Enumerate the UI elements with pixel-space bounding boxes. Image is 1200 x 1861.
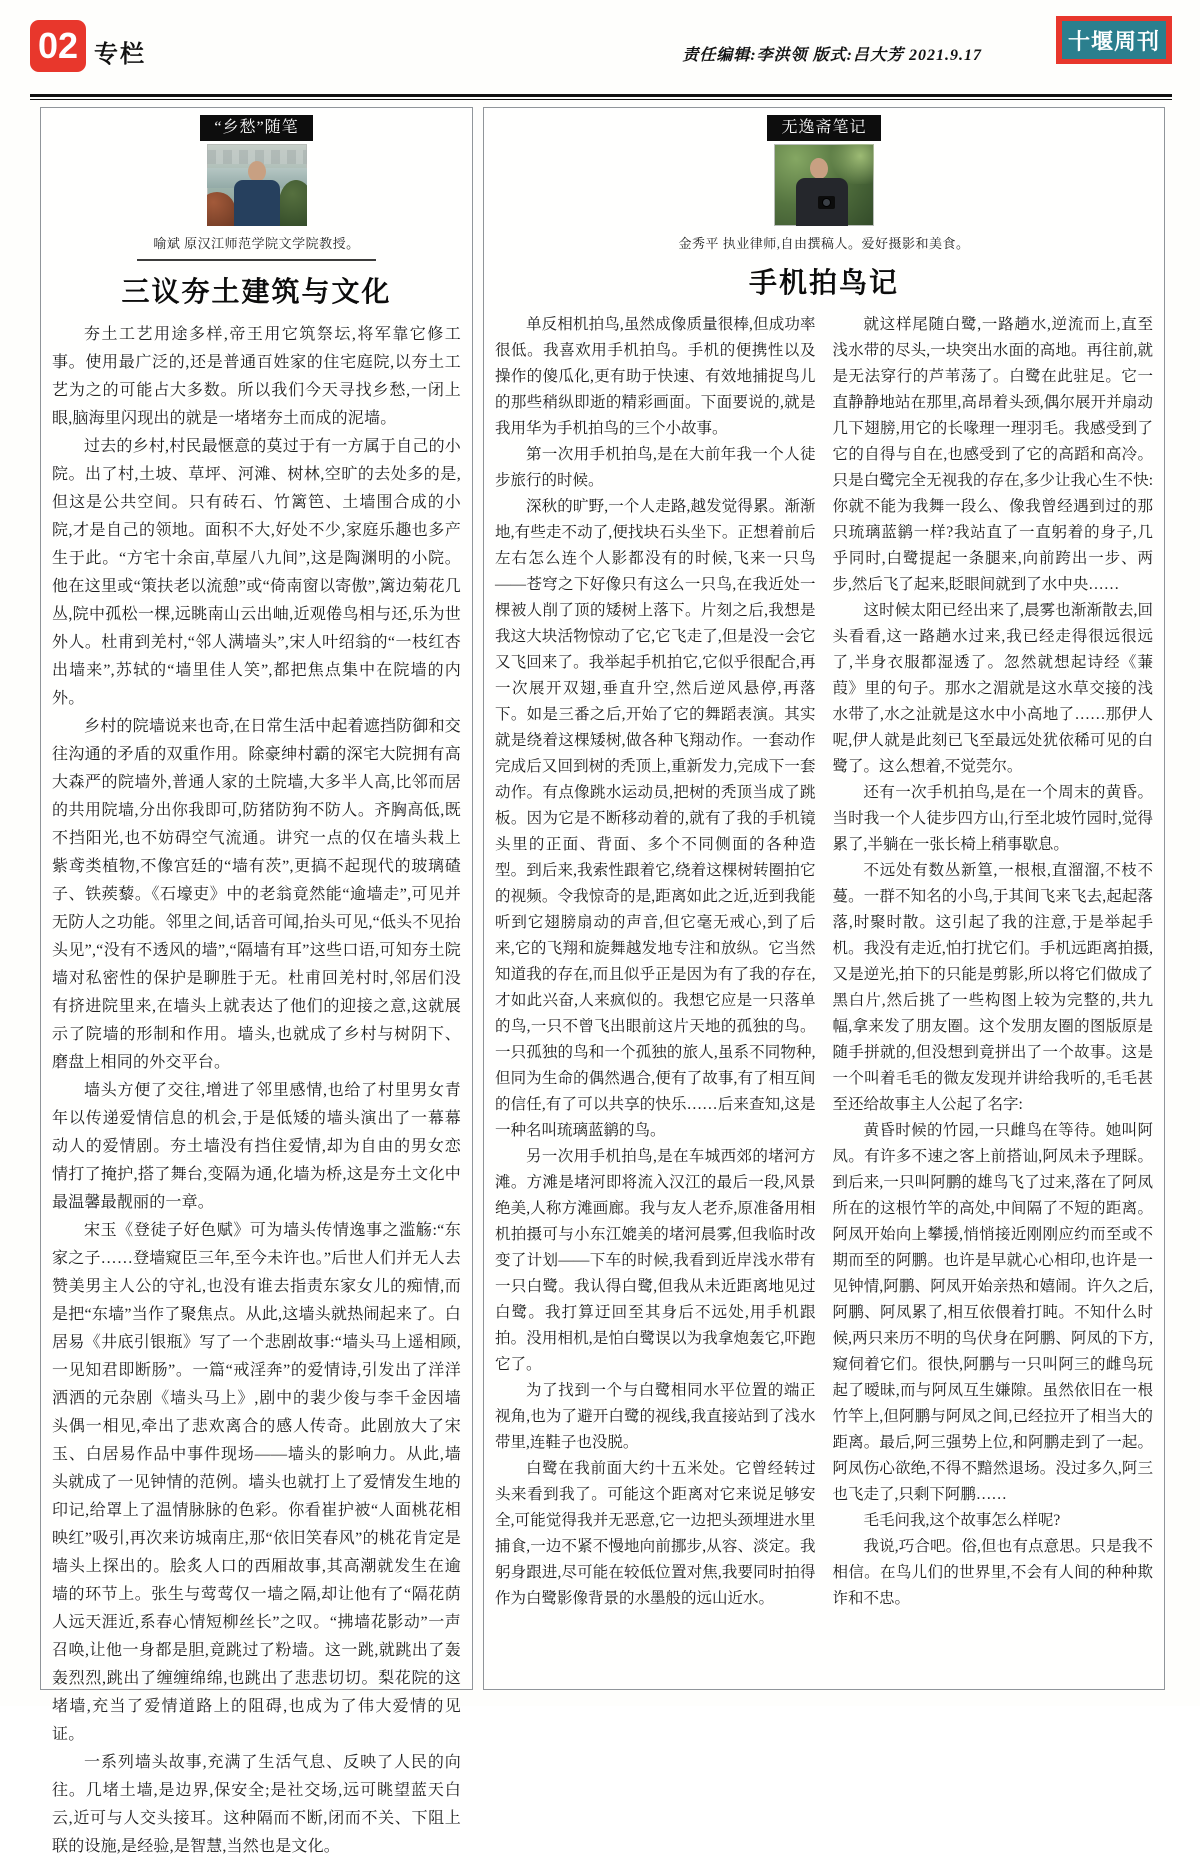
left-author-byline: 喻斌 原汉江师范学院文学院教授。 — [137, 233, 375, 261]
left-article-title: 三议夯土建筑与文化 — [121, 277, 392, 308]
section-title: 专栏 — [94, 41, 146, 68]
paragraph: 过去的乡村,村民最惬意的莫过于有一方属于自己的小院。出了村,土坡、草坪、河滩、树林,空旷的去处多的是,但这是公共空间。只有砖石、竹篱笆、土墙围合成的小院,才是自己的领地。面积不大,好处不少,家庭乐趣也多产生于此。“方宅十余亩,草屋八九间”,这是陶渊明的小院。他在这里或“策扶老以流憩”或“倚南窗以寄傲”,篱边菊花几丛,院中孤松一棵,远眺南山云出岫,近观倦鸟相与还,乐为世外人。杜甫到羌村,“邻人满墙头”,宋人叶绍翁的“一枝红杏出墙来”,苏轼的“墙里佳人笑”,都把焦点集中在院墙的内外。 — [52, 438, 461, 707]
editor-info: 责任编辑:李洪领 版式:吕大芳 2021.9.17 — [682, 47, 982, 64]
paragraph: 第一次用手机拍鸟,是在大前年我一个人徒步旅行的时候。 — [495, 446, 816, 489]
photo-person-head — [809, 157, 829, 180]
paragraph: 毛毛问我,这个故事怎么样呢? — [863, 1512, 1061, 1529]
article-phone-birding — [483, 107, 1165, 1690]
paragraph: 另一次用手机拍鸟,是在车城西郊的堵河方滩。方滩是堵河即将流入汉江的最后一段,风景绝美,人称方滩画廊。我与友人老乔,原准备用相机拍摄可与小东江媲美的堵河晨雾,但我临时改变了计划——下车的时候,我看到近岸浅水带有一只白鹭。我认得白鹭,但我从未近距离地见过白鹭。我打算迂回至其身后不远处,用手机跟拍。没用相机,是怕白鹭误以为我拿炮轰它,吓跑它了。 — [495, 1148, 816, 1373]
right-article-body — [484, 301, 1164, 1680]
paragraph: 这时候太阳已经出来了,晨雾也渐渐散去,回头看看,这一路趟水过来,我已经走得很远很远了,半身衣服都湿透了。忽然就想起诗经《蒹葭》里的句子。那水之湄就是这水草交接的浅水带了,水之沚就是这水中小高地了……那伊人呢,伊人就是此刻已飞至最远处犹依稀可见的白鹭了。这么想着,不觉莞尔。 — [832, 602, 1153, 775]
header-rule — [30, 94, 1172, 100]
paragraph: 乡村的院墙说来也奇,在日常生活中起着遮挡防御和交往沟通的矛盾的双重作用。除豪绅村霸的深宅大院拥有高大森严的院墙外,普通人家的土院墙,大多半人高,比邻而居的共用院墙,分出你我即可,防猪防狗不防人。齐胸高低,既不挡阳光,也不妨碍空气流通。讲究一点的仅在墙头栽上紫鸢类植物,不像宫廷的“墙有茨”,更搞不起现代的玻璃碴子、铁蒺藜。《石壕吏》中的老翁竟然能“逾墙走”,可见并无防人之功能。邻里之间,话音可闻,抬头可见,“低头不见抬头见”,“没有不透风的墙”,“隔墙有耳”这些口语,可知夯土院墙对私密性的保护是聊胜于无。杜甫回羌村时,邻居们没有挤进院里来,在墙头上就表达了他们的迎接之意,这就展示了院墙的形制和作用。墙头,也就成了乡村与树阴下、磨盘上相同的外交平台。 — [52, 718, 461, 1071]
left-article-header — [41, 108, 472, 310]
masthead-badge — [1056, 16, 1172, 64]
paragraph: 一系列墙头故事,充满了生活气息、反映了人民的向往。几堵土墙,是边界,保安全;是社交场,远可眺望蓝天白云,近可与人交头接耳。这种隔而不断,闭而不关、下阻上联的设施,是经验,是智慧,当然也是文化。 — [52, 1754, 461, 1855]
paragraph: 白鹭在我前面大约十五米处。它曾经转过头来看到我了。可能这个距离对它来说足够安全,可能觉得我并无恶意,它一边把头颈埋进水里捕食,一边不紧不慢地向前挪步,从容、淡定。我躬身跟进,尽可能在较低位置对焦,我要同时拍得作为白鹭影像背景的水墨般的远山近水。 — [495, 1460, 816, 1607]
article-rammed-earth — [40, 107, 473, 1855]
paragraph: 黄昏时候的竹园,一只雌鸟在等待。她叫阿凤。有许多不速之客上前搭讪,阿凤未予理睬。到后来,一只叫阿鹏的雄鸟飞了过来,落在了阿凤所在的这根竹竿的高处,中间隔了不短的距离。阿凤开始向上攀援,悄悄接近刚刚应约而至或不期而至的阿鹏。也许是早就心心相印,也许是一见钟情,阿鹏、阿凤开始亲热和嬉闹。许久之后,阿鹏、阿凤累了,相互依偎着打盹。不知什么时候,两只来历不明的鸟伏身在阿鹏、阿凤的下方,窥伺着它们。很快,阿鹏与一只叫阿三的雌鸟玩起了暧昧,而与阿凤互生嫌隙。虽然依旧在一根竹竿上,但阿鹏与阿凤之间,已经拉开了相当大的距离。最后,阿三强势上位,和阿鹏走到了一起。阿凤伤心欲绝,不得不黯然退场。没过多久,阿三也飞走了,只剩下阿鹏…… — [832, 1122, 1153, 1503]
paragraph: 宋玉《登徒子好色赋》可为墙头传情逸事之滥觞:“东家之子……登墙窥臣三年,至今未许也。”后世人们并无人去赞美男主人公的守礼,也没有谁去指责东家女儿的痴情,而是把“东墙”当作了聚焦点。从此,这墙头就热闹起来了。白居易《井底引银瓶》写了一个悲剧故事:“墙头马上遥相顾,一见知君即断肠”。一篇“戒淫奔”的爱情诗,引发出了洋洋洒洒的元杂剧《墙头马上》,剧中的裴少俊与李千金因墙头偶一相见,牵出了悲欢离合的感人传奇。此剧放大了宋玉、白居易作品中事件现场——墙头的影响力。从此,墙头就成了一见钟情的范例。墙头也就打上了爱情发生地的印记,给罩上了温情脉脉的色彩。你看崔护被“人面桃花相映红”吸引,再次来访城南庄,那“依旧笑春风”的桃花肯定是墙头上探出的。脍炙人口的西厢故事,其高潮就发生在逾墙的环节上。张生与莺莺仅一墙之隔,却让他有了“隔花荫人远天涯近,系春心情短柳丝长”之叹。“拂墙花影动”一声召唤,让他一身都是胆,竟跳过了粉墙。这一跳,就跳出了轰轰烈烈,跳出了缠缠绵绵,也跳出了悲悲切切。梨花院的这堵墙,充当了爱情道路上的阻碍,也成为了伟大爱情的见证。 — [52, 1222, 461, 1743]
page-number-badge: 02 — [30, 20, 86, 72]
right-article-header — [484, 108, 1164, 301]
right-author-photo — [774, 144, 874, 226]
paragraph: 单反相机拍鸟,虽然成像质量很棒,但成功率很低。我喜欢用手机拍鸟。手机的便携性以及操作的傻瓜化,更有助于快速、有效地捕捉鸟儿的那些稍纵即逝的精彩画面。下面要说的,就是我用华为手机拍鸟的三个小故事。 — [495, 316, 816, 437]
paragraph: 我说,巧合吧。俗,但也有点意思。只是我不相信。在鸟儿们的世界里,不会有人间的种种欺诈和不忠。 — [832, 1538, 1153, 1607]
paragraph: 不远处有数丛新篁,一根根,直溜溜,不枝不蔓。一群不知名的小鸟,于其间飞来飞去,起起落落,时聚时散。这引起了我的注意,于是举起手机。我没有走近,怕打扰它们。手机远距离拍摄,又是逆光,拍下的只能是剪影,所以将它们做成了黑白片,然后挑了一些构图上较为完整的,共九幅,拿来发了朋友圈。这个发朋友圈的图版原是随手拼就的,但没想到竟拼出了一个故事。这是一个叫着毛毛的微友发现并讲给我听的,毛毛甚至还给故事主人公起了名字: — [832, 862, 1153, 1113]
masthead-label: 十堰周刊 — [1062, 21, 1166, 59]
right-article-title: 手机拍鸟记 — [748, 268, 899, 299]
paragraph: 深秋的旷野,一个人走路,越发觉得累。渐渐地,有些走不动了,便找块石头坐下。正想着前后左右怎么连个人影都没有的时候,飞来一只鸟——苍穹之下好像只有这么一只鸟,在我近处一棵被人削了顶的矮树上落下。片刻之后,我想是我这大块活物惊动了它,它飞走了,但是没一会它又飞回来了。我举起手机拍它,它似乎很配合,再一次展开双翅,垂直升空,然后逆风悬停,再落下。如是三番之后,开始了它的舞蹈表演。其实就是绕着这棵矮树,做各种飞翔动作。一套动作完成后又回到树的秃顶上,重新发力,完成下一套动作。有点像跳水运动员,把树的秃顶当成了跳板。因为它是不断移动着的,就有了我的手机镜头里的正面、背面、多个不同侧面的各种造型。到后来,我索性跟着它,绕着这棵树转圈拍它的视频。令我惊奇的是,距离如此之近,近到我能听到它翅膀扇动的声音,但它毫无戒心,到了后来,它的飞翔和旋舞越发地专注和放纵。它当然知道我的存在,而且似乎正是因为有了我的存在,才如此兴奋,人来疯似的。我想它应是一只落单的鸟,一只不曾飞出眼前这片天地的孤独的鸟。一只孤独的鸟和一个孤独的旅人,虽系不同物种,但同为生命的偶然遇合,便有了故事,有了相互间的信任,有了可以共享的快乐……后来查知,这是一种名叫琉璃蓝鹟的鸟。 — [495, 498, 816, 1139]
right-author-byline: 金秀平 执业律师,自由撰稿人。爱好摄影和美食。 — [678, 236, 970, 251]
photo-green-tree — [279, 180, 307, 226]
paragraph: 为了找到一个与白鹭相同水平位置的端正视角,也为了避开白鹭的视线,我直接站到了浅水带里,连鞋子也没脱。 — [495, 1382, 816, 1451]
paragraph: 还有一次手机拍鸟,是在一个周末的黄昏。当时我一个人徒步四方山,行至北坡竹园时,觉得累了,半躺在一张长椅上稍事歇息。 — [832, 784, 1153, 853]
paragraph: 墙头方便了交往,增进了邻里感情,也给了村里男女青年以传递爱情信息的机会,于是低矮的墙头演出了一幕幕动人的爱情剧。夯土墙没有挡住爱情,却为自由的男女恋情打了掩护,搭了舞台,变隔为通,化墙为桥,这是夯土文化中最温馨最靓丽的一章。 — [52, 1082, 461, 1211]
left-author-photo — [207, 144, 307, 226]
left-column-tag: “乡愁”随笔 — [200, 115, 312, 141]
paragraph: 夯土工艺用途多样,帝王用它筑祭坛,将军靠它修工事。使用最广泛的,还是普通百姓家的住宅庭院,以夯土工艺为之的可能占大多数。所以我们今天寻找乡愁,一闭上眼,脑海里闪现出的就是一堵堵夯土而成的泥墙。 — [52, 326, 461, 427]
left-article-body — [41, 310, 472, 1861]
photo-camera — [818, 196, 835, 209]
paragraph: 就这样尾随白鹭,一路趟水,逆流而上,直至浅水带的尽头,一块突出水面的高地。再往前,就是无法穿行的芦苇荡了。白鹭在此驻足。它一直静静地站在那里,高昂着头颈,偶尔展开并扇动几下翅膀,用它的长喙理一理羽毛。我感受到了它的自得与自在,也感受到了它的高蹈和高冷。只是白鹭完全无视我的存在,多少让我心生不快:你就不能为我舞一段么、像我曾经遇到过的那只琉璃蓝鹟一样?我站直了一直躬着的身子,几乎同时,白鹭提起一条腿来,向前跨出一步、两步,然后飞了起来,眨眼间就到了水中央…… — [832, 316, 1153, 593]
right-column-tag: 无逸斋笔记 — [767, 115, 880, 141]
photo-person-head — [248, 161, 266, 182]
photo-red-bush — [207, 192, 235, 226]
photo-person-torso — [234, 180, 280, 226]
